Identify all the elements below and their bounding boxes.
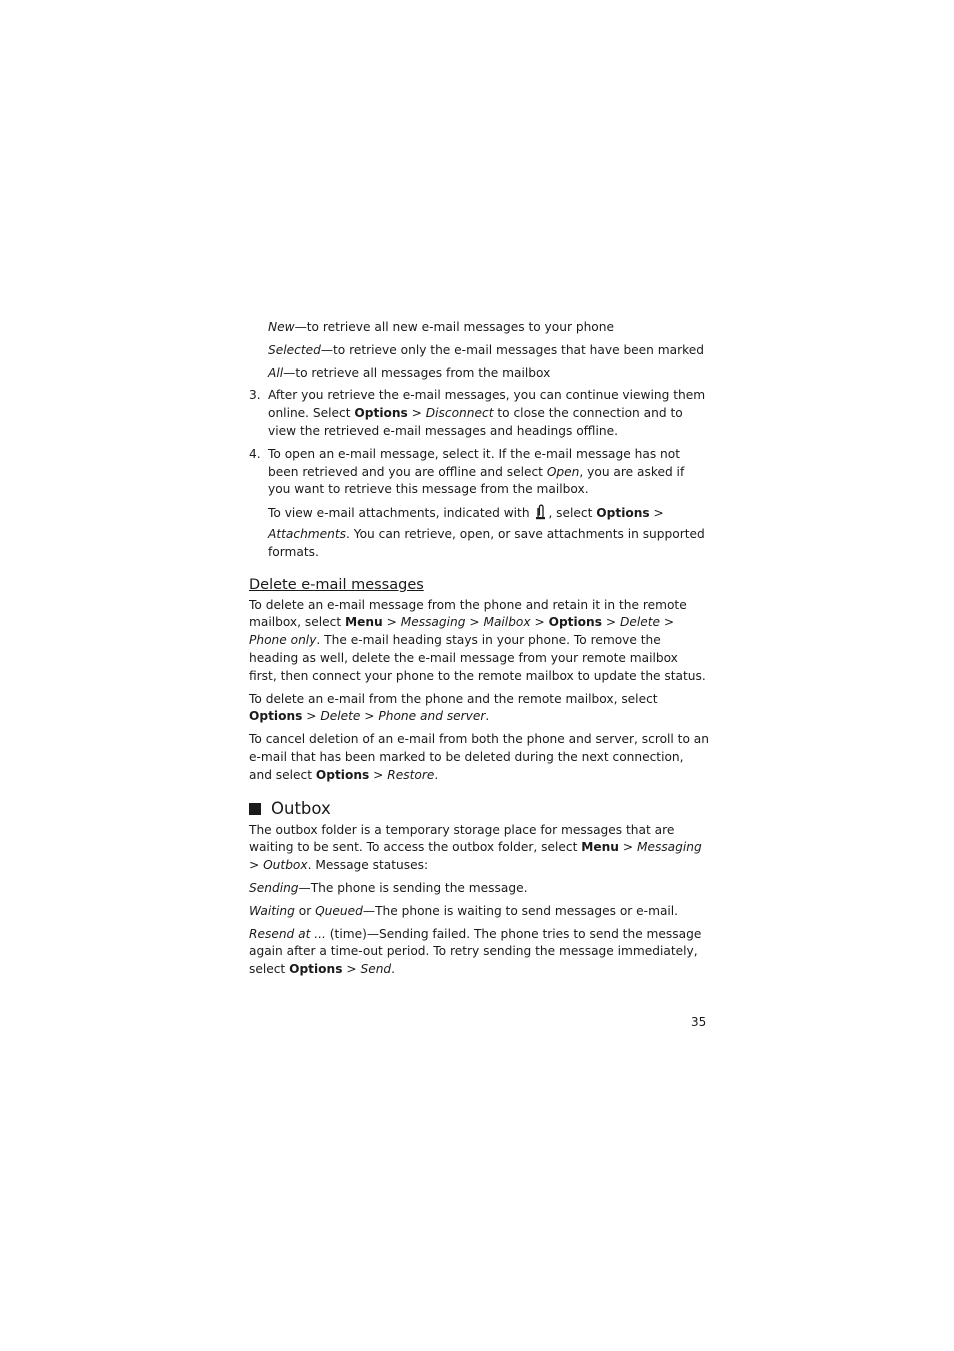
text: To view e-mail attachments, indicated with <box>268 506 534 521</box>
text: to close the connection and to view the retrieved e-mail messages and headings offline. <box>268 406 683 438</box>
status-resend <box>249 926 709 979</box>
option-text: —to retrieve all new e-mail messages to your phone <box>294 320 614 334</box>
menu-term: Options <box>548 615 602 630</box>
option-text: —to retrieve only the e-mail messages that have been marked <box>320 342 704 357</box>
separator: > <box>601 615 620 630</box>
delete-paragraph-2 <box>249 691 709 727</box>
menu-term: Open <box>546 464 580 479</box>
page-content <box>249 319 709 984</box>
menu-term: Phone only <box>249 633 317 648</box>
paperclip-icon <box>535 504 546 526</box>
option-text: —to retrieve all messages from the mailbox <box>283 365 551 380</box>
separator: > <box>369 767 388 782</box>
text: . The e-mail heading stays in your phone. To remove the heading as well, delete the e-mail message from your remote mailbox first, then connect your phone to the remote mailbox to update the status. <box>249 633 706 683</box>
menu-term: Send <box>360 962 392 977</box>
option-term: New <box>268 320 295 334</box>
option-selected <box>268 342 709 360</box>
option-term: Selected <box>268 342 321 357</box>
separator: > <box>465 615 484 630</box>
menu-term: Options <box>596 506 650 521</box>
menu-term: Delete <box>320 709 361 724</box>
separator: > <box>302 709 321 724</box>
step-4 <box>249 446 709 499</box>
text: The outbox folder is a temporary storage place for messages that are waiting to be sent. To access the outbox folder, select <box>249 822 675 855</box>
separator: > <box>360 709 379 724</box>
option-all <box>268 365 709 383</box>
option-new <box>268 319 709 337</box>
separator: > <box>530 615 549 630</box>
text: To delete an e-mail from the phone and the remote mailbox, select <box>249 691 658 706</box>
menu-term: Menu <box>344 615 383 630</box>
menu-term: Messaging <box>636 840 702 855</box>
status-waiting <box>249 903 709 921</box>
status-term: Sending <box>249 880 299 895</box>
menu-term: Outbox <box>263 858 308 873</box>
menu-term: Disconnect <box>425 406 494 421</box>
text: To delete an e-mail message from the phone and retain it in the remote mailbox, select <box>249 597 687 630</box>
step-number: 3. <box>249 388 261 403</box>
text: . <box>434 767 439 782</box>
text: . <box>485 709 490 724</box>
menu-term: Options <box>354 406 408 421</box>
text: After you retrieve the e-mail messages, you can continue viewing them online. Select <box>268 388 706 421</box>
status-term: Waiting <box>249 903 295 918</box>
outbox-paragraph <box>249 822 709 875</box>
heading-text: Outbox <box>271 798 331 818</box>
text: To cancel deletion of an e-mail from both the phone and server, scroll to an e-mail that has been marked to be deleted during the next connection, and select <box>249 732 709 782</box>
status-sending <box>249 880 709 898</box>
text: —The phone is sending the message. <box>298 880 528 895</box>
text: . <box>391 962 396 977</box>
square-bullet-icon <box>249 803 261 815</box>
menu-term: Attachments <box>268 526 347 541</box>
section-heading-delete: Delete e-mail messages <box>249 576 424 593</box>
text: To open an e-mail message, select it. If the e-mail message has not been retrieved and you are offline and select <box>268 446 680 479</box>
menu-term: Messaging <box>400 615 466 630</box>
menu-term: Mailbox <box>483 615 531 630</box>
separator: > <box>649 506 664 521</box>
attachments-note <box>268 504 709 561</box>
menu-term: Menu <box>581 840 619 855</box>
step-text <box>268 446 709 499</box>
text: , you are asked if you want to retrieve this message from the mailbox. <box>268 464 685 497</box>
text: —The phone is waiting to send messages or e-mail. <box>362 903 679 918</box>
step-3 <box>249 387 709 440</box>
separator: > <box>660 615 675 630</box>
step-number: 4. <box>249 446 261 461</box>
text: . You can retrieve, open, or save attachments in supported formats. <box>268 526 705 559</box>
text: (time)—Sending failed. The phone tries to send the message again after a time-out period. To retry sending the message immediately, select <box>249 926 702 977</box>
status-term: Resend at ... <box>249 926 326 941</box>
delete-paragraph-1 <box>249 597 709 686</box>
option-term: All <box>268 365 284 380</box>
menu-term: Restore <box>387 767 435 782</box>
step-text <box>268 387 709 440</box>
separator: > <box>618 840 637 855</box>
menu-term: Options <box>315 767 370 782</box>
text: or <box>294 903 316 918</box>
text: , select <box>548 506 597 521</box>
menu-term: Options <box>249 709 303 724</box>
menu-term: Phone and server <box>378 709 486 724</box>
section-heading-outbox <box>249 798 709 820</box>
separator: > <box>249 858 264 873</box>
delete-paragraph-3 <box>249 731 709 784</box>
separator: > <box>407 406 426 421</box>
menu-term: Options <box>289 962 343 977</box>
menu-term: Delete <box>619 615 660 630</box>
text: . Message statuses: <box>307 858 429 873</box>
separator: > <box>342 962 361 977</box>
page-number: 35 <box>691 1015 707 1029</box>
status-term: Queued <box>315 903 363 918</box>
separator: > <box>382 615 401 630</box>
